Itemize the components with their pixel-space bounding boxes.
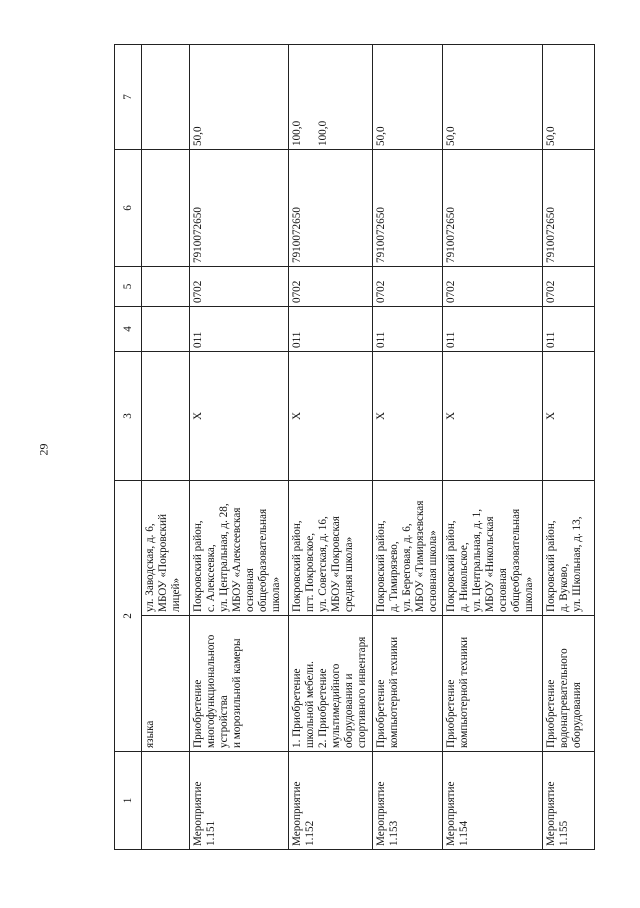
page-number: 29	[36, 443, 51, 456]
rotated-table-wrapper	[114, 45, 600, 850]
cell-id	[142, 752, 190, 850]
cell-code4: 011	[373, 307, 443, 352]
header-cell-2: 2	[115, 481, 142, 752]
table-row	[289, 45, 373, 850]
header-cell-7: 7	[115, 45, 142, 150]
cell-address-text: Покровский район, д. Вуково, ул. Школьная, д. 13,	[545, 516, 583, 612]
cell-code4: 011	[443, 307, 543, 352]
header-cell-4: 4	[115, 307, 142, 352]
cell-id: Мероприятие 1.151	[190, 752, 289, 850]
cell-code6: 7910072650	[373, 150, 443, 267]
cell-code5: 0702	[543, 267, 595, 307]
cell-code5: 0702	[373, 267, 443, 307]
cell-id: Мероприятие 1.153	[373, 752, 443, 850]
cell-code5	[142, 267, 190, 307]
cell-name: языка	[142, 616, 190, 752]
cell-code5: 0702	[190, 267, 289, 307]
table-row	[190, 45, 289, 850]
cell-amount: 50,0	[543, 45, 595, 150]
budget-table	[114, 44, 595, 850]
cell-code4: 011	[289, 307, 373, 352]
cell-code6: 7910072650	[543, 150, 595, 267]
cell-mark: X	[289, 352, 373, 481]
cell-code5: 0702	[289, 267, 373, 307]
cell-address: Покровский район, д. Никольское, ул. Центральная, д. 1, МБОУ «Никольская основная общеобразовательная школа»	[443, 481, 543, 616]
cell-code6: 7910072650	[443, 150, 543, 267]
cell-id: Мероприятие 1.152	[289, 752, 373, 850]
cell-amount	[142, 45, 190, 150]
table-row-continuation	[142, 45, 190, 850]
cell-amount: 100,0 100,0	[289, 45, 373, 150]
cell-address: Покровский район, д. Тимирязево, ул. Береговая, д. 6, МБОУ «Тимирязевская основная школа»	[373, 481, 443, 616]
cell-mark: X	[543, 352, 595, 481]
cell-name: Приобретение компьютерной техники	[373, 616, 443, 752]
cell-code6: 7910072650	[190, 150, 289, 267]
cell-address: Покровский район, пгт. Покровское, ул. Советская, д. 16, МБОУ «Покровская средняя школа»	[289, 481, 373, 616]
cell-mark: X	[443, 352, 543, 481]
cell-address: ул. Заводская, д. 6, МБОУ «Покровский лицей»	[142, 481, 190, 616]
table-row	[543, 45, 595, 850]
table-row	[373, 45, 443, 850]
table-row	[443, 45, 543, 850]
header-cell-6: 6	[115, 150, 142, 267]
cell-address	[543, 481, 595, 616]
cell-code5: 0702	[443, 267, 543, 307]
cell-code4: 011	[543, 307, 595, 352]
cell-amount: 50,0	[443, 45, 543, 150]
cell-name	[543, 616, 595, 752]
cell-code4: 011	[190, 307, 289, 352]
cell-code6	[142, 150, 190, 267]
cell-name: Приобретение компьютерной техники	[443, 616, 543, 752]
cell-id-text: Мероприятие 1.155	[545, 781, 570, 846]
header-cell-3: 3	[115, 352, 142, 481]
cell-name-text: Приобретение водонагревательного оборудования	[545, 648, 583, 748]
cell-amount: 50,0	[373, 45, 443, 150]
cell-name: Приобретение многофункционального устройства и морозильной камеры	[190, 616, 289, 752]
cell-code6: 7910072650	[289, 150, 373, 267]
cell-mark: X	[373, 352, 443, 481]
header-cell-5: 5	[115, 267, 142, 307]
cell-address: Покровский район, с. Алексеевка, ул. Центральная, д. 28, МБОУ «Алексеевская основная общеобразовательная школа»	[190, 481, 289, 616]
cell-id: Мероприятие 1.154	[443, 752, 543, 850]
cell-mark	[142, 352, 190, 481]
header-row	[115, 45, 142, 850]
header-cell-1: 1	[115, 752, 142, 850]
cell-mark: X	[190, 352, 289, 481]
cell-name: 1. Приобретение школьной мебели. 2. Приобретение мультимедийного оборудования и спортивного инвентаря	[289, 616, 373, 752]
cell-amount: 50,0	[190, 45, 289, 150]
cell-code4	[142, 307, 190, 352]
cell-id	[543, 752, 595, 850]
